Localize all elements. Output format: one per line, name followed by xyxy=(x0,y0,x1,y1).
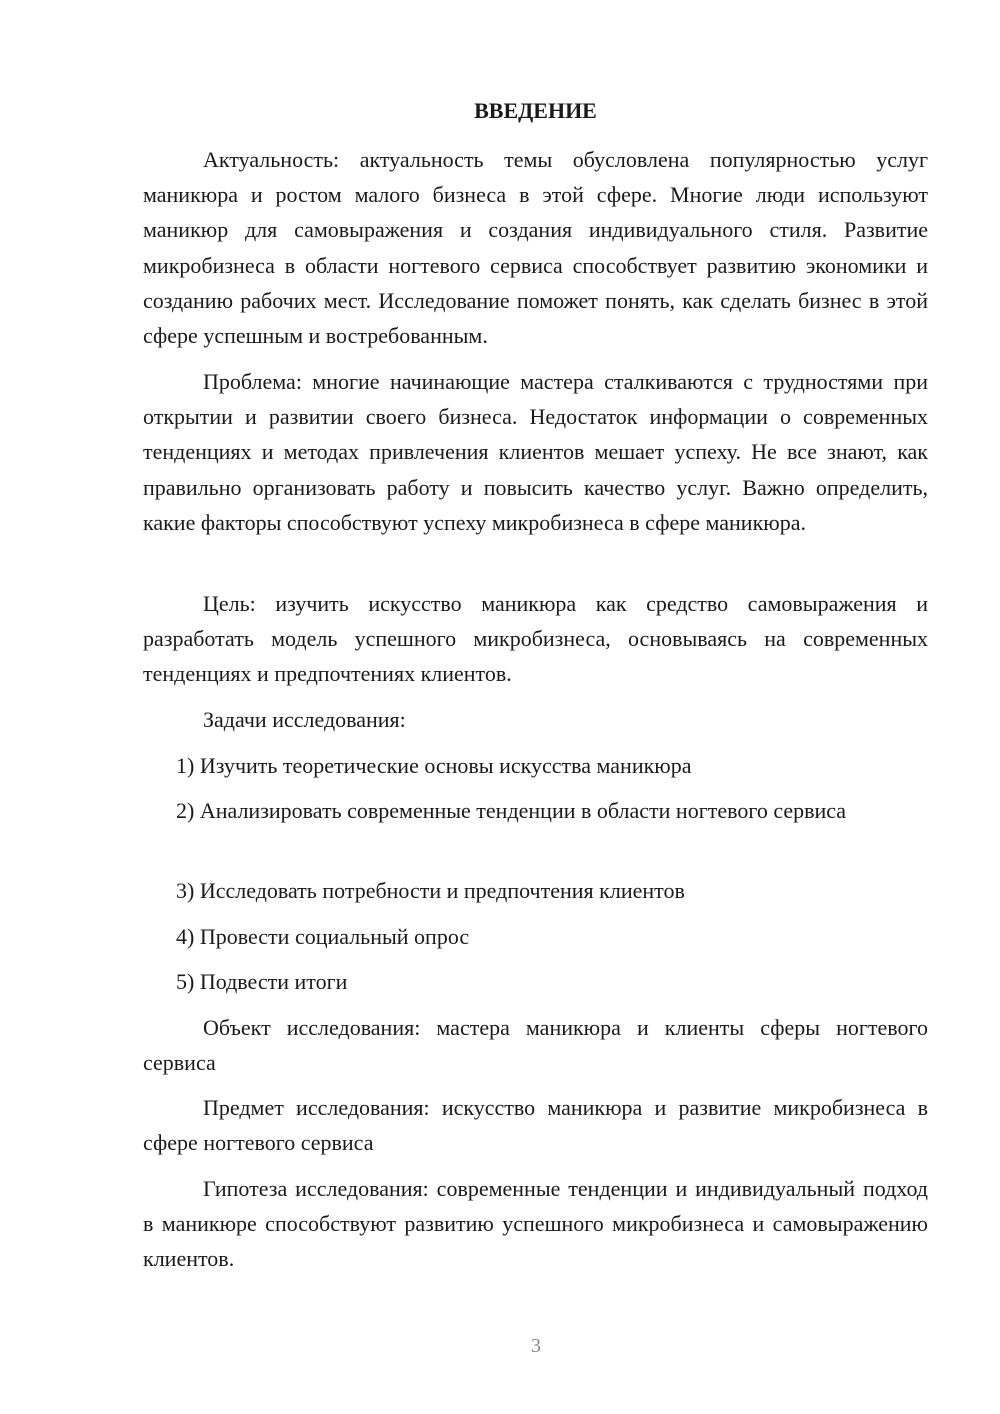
subject-paragraph: Предмет исследования: искусство маникюра и развитие микробизнеса в сфере ногтевого сервиса xyxy=(143,1095,928,1156)
task-item-4: 4) Провести социальный опрос xyxy=(176,924,470,949)
task-item-3: 3) Исследовать потребности и предпочтения клиентов xyxy=(176,878,685,903)
tasks-heading: Задачи исследования: xyxy=(203,707,406,732)
hypothesis-paragraph: Гипотеза исследования: современные тенденции и индивидуальный подход в маникюре способствуют развитию успешного микробизнеса и самовыражению клиентов. xyxy=(143,1176,928,1272)
task-item-5: 5) Подвести итоги xyxy=(176,969,348,994)
task-item-2: 2) Анализировать современные тенденции в области ногтевого сервиса xyxy=(176,798,847,823)
object-paragraph: Объект исследования: мастера маникюра и клиенты сферы ногтевого сервиса xyxy=(143,1015,928,1076)
task-item-1: 1) Изучить теоретические основы искусства маникюра xyxy=(176,753,692,778)
page-number: 3 xyxy=(531,1335,541,1357)
problem-paragraph: Проблема: многие начинающие мастера сталкиваются с трудностями при открытии и развитии своего бизнеса. Недостаток информации о современных тенденциях и методах привлечения клиентов мешает успеху. Не все знают, как правильно организовать работу и повысить качество услуг. Важно определить, какие факторы способствуют успеху микробизнеса в сфере маникюра. xyxy=(143,369,928,535)
goal-paragraph: Цель: изучить искусство маникюра как средство самовыражения и разработать модель успешного микробизнеса, основываясь на современных тенденциях и предпочтениях клиентов. xyxy=(143,591,928,687)
page-title: ВВЕДЕНИЕ xyxy=(474,98,597,123)
relevance-paragraph: Актуальность: актуальность темы обусловлена популярностью услуг маникюра и ростом малого бизнеса в этой сфере. Многие люди используют маникюр для самовыражения и создания индивидуального стиля. Развитие микробизнеса в области ногтевого сервиса способствует развитию экономики и созданию рабочих мест. Исследование поможет понять, как сделать бизнес в этой сфере успешным и востребованным. xyxy=(143,147,928,349)
